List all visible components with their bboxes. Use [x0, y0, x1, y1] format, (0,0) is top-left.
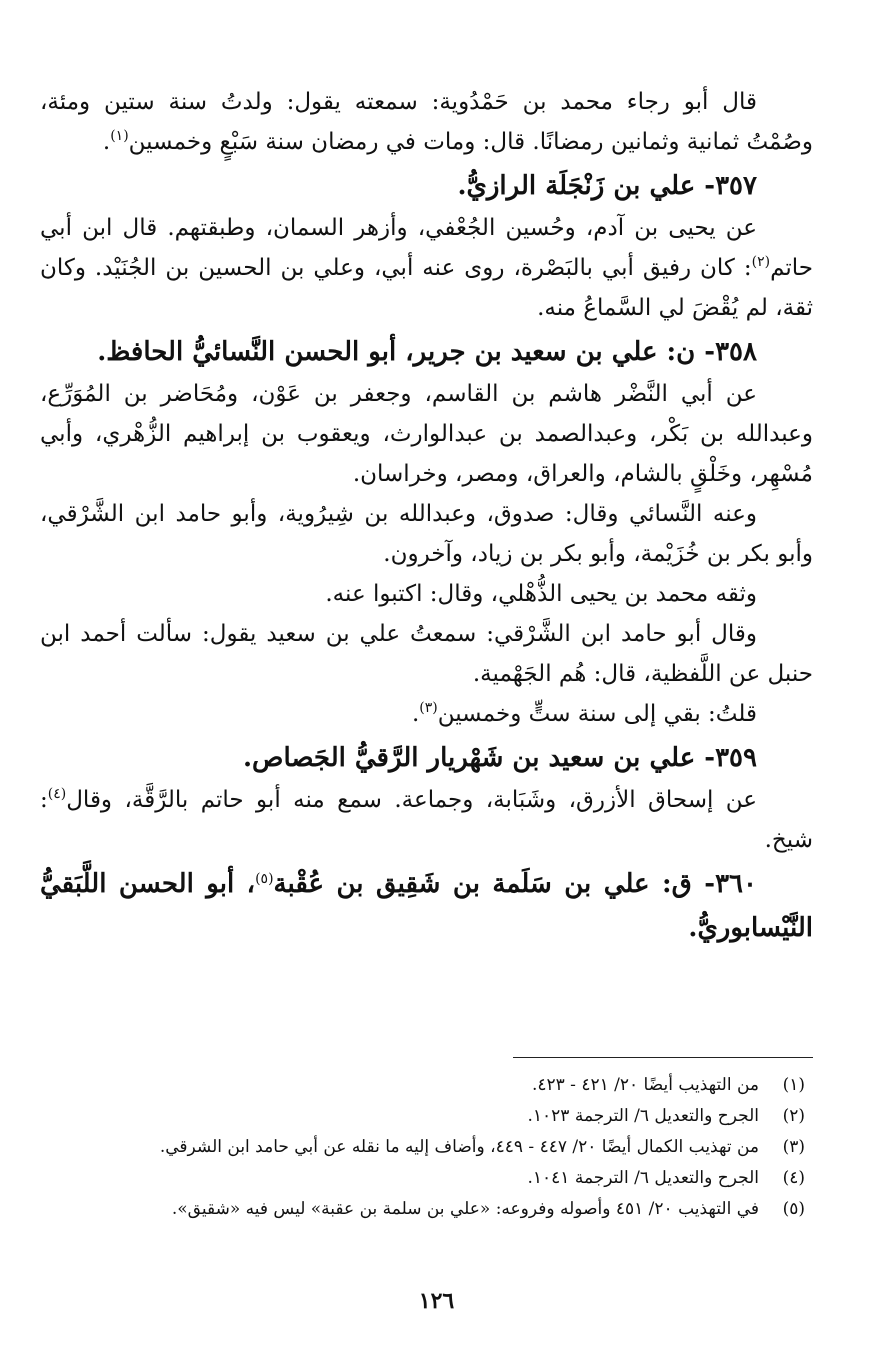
entry-358-paragraph-4: وقال أبو حامد ابن الشَّرْقي: سمعتُ علي بن سعيد يقول: سألت أحمد ابن حنبل عن اللَّفظية، قال: هُم الجَهْمية. [40, 621, 813, 687]
entry-357-title: ٣٥٧- علي بن زَنْجَلَة الرازيُّ. [457, 171, 757, 201]
footnote [40, 1070, 813, 1101]
footnote-ref-2: (٢) [751, 254, 771, 270]
entry-360-title-a: ٣٦٠- ق: علي بن سَلَمة بن شَقِيق بن عُقْبة [273, 869, 757, 899]
footnote-ref-3: (٣) [419, 700, 438, 716]
entry-357-paragraph [40, 208, 813, 328]
entry-359-paragraph [40, 780, 813, 860]
intro-paragraph: قال أبو رجاء محمد بن حَمْدُوية: سمعته يقول: ولدتُ سنة ستين ومئة، وصُمْتُ ثمانية وثمانين رمضانًا. قال: ومات في رمضان سنة سَبْعٍ وخمسين$^{(١)}$. [40, 89, 813, 155]
entry-358-paragraph-3: وثقه محمد بن يحيى الذُّهْلي، وقال: اكتبوا عنه. [325, 581, 757, 607]
entry-359-text-a: عن إسحاق الأزرق، وشَبَابة، وجماعة. سمع منه أبو حاتم بالرَّقَّة، وقال [66, 787, 757, 813]
entry-360-title-b: ، أبو الحسن اللَّبَقيُّ النَّيْسابوريُّ. [40, 869, 813, 943]
entry-359-title: ٣٥٩- علي بن سعيد بن شَهْريار الرَّقيُّ الجَصاص. [242, 743, 757, 773]
footnote-text: الجرح والتعديل ٦/ الترجمة ١٠٢٣. [527, 1106, 759, 1126]
footnote-text: في التهذيب ٢٠/ ٤٥١ وأصوله وفروعه: «علي بن سلمة بن عقبة» ليس فيه «شقيق». [171, 1199, 759, 1219]
entry-357-text-b: : كان رفيق أبي بالبَصْرة، روى عنه أبي، وعلي بن الحسين بن الجُنَيْد. وكان ثقة، لم يُقْضَ لي السَّماعُ منه. [40, 255, 813, 321]
footnotes [40, 1070, 813, 1225]
footnote-text: من التهذيب أيضًا ٢٠/ ٤٢١ - ٤٢٣. [531, 1075, 759, 1095]
entry-358-title: ٣٥٨- ن: علي بن سعيد بن جرير، أبو الحسن النَّسائيُّ الحافظ. [97, 337, 757, 367]
entry-358-paragraph-5: قلتُ: بقي إلى سنة ستٍّ وخمسين$^{(٣)}$. [411, 700, 757, 727]
footnote-number: (١) [782, 1075, 805, 1095]
footnote-number: (٥) [782, 1199, 805, 1219]
footnote-number: (٣) [782, 1137, 805, 1157]
footnote-text: الجرح والتعديل ٦/ الترجمة ١٠٤١. [527, 1168, 759, 1188]
entry-358-paragraph-1: عن أبي النَّضْر هاشم بن القاسم، وجعفر بن عَوْن، ومُحَاضر بن المُوَرِّع، وعبدالله بن بَكْر، وعبدالصمد بن عبدالوارث، ويعقوب بن إبراهيم الزُّهْري، وأبي مُسْهِر، وخَلْقٍ بالشام، والعراق، ومصر، وخراسان. [40, 381, 813, 487]
footnote [40, 1101, 813, 1132]
entry-357-text-a: عن يحيى بن آدم، وحُسين الجُعْفي، وأزهر السمان، وطبقتهم. قال ابن أبي حاتم [40, 215, 814, 281]
footnote-text: من تهذيب الكمال أيضًا ٢٠/ ٤٤٧ - ٤٤٩، وأضاف إليه ما نقله عن أبي حامد ابن الشرقي. [159, 1137, 759, 1157]
entry-359-text-b: : شيخ. [40, 787, 813, 853]
footnote [40, 1163, 813, 1194]
intro-text: قال أبو رجاء محمد بن حَمْدُوية: سمعته يقول: ولدتُ سنة ستين ومئة، وصُمْتُ ثمانية وثمانين رمضانًا. قال: ومات في رمضان سنة سَبْعٍ وخمسين [40, 89, 813, 155]
page-number: ١٢٦ [418, 1288, 455, 1314]
footnote [40, 1132, 813, 1163]
footnote-ref-4: (٤) [47, 786, 67, 802]
footnote-number: (٢) [782, 1106, 805, 1126]
entry-358-paragraph-2: وعنه النَّسائي وقال: صدوق، وعبدالله بن شِيرُوية، وأبو حامد ابن الشَّرْقي، وأبو بكر بن خُزَيْمة، وأبو بكر بن زياد، وآخرون. [40, 501, 813, 567]
footnote [40, 1194, 813, 1225]
footnote-number: (٤) [782, 1168, 805, 1188]
entry-358-text-5: قلتُ: بقي إلى سنة ستٍّ وخمسين [437, 701, 757, 727]
main-text [40, 82, 813, 950]
footnote-divider [513, 1057, 813, 1058]
footnote-ref-5: (٥) [255, 871, 274, 887]
entry-360-title [40, 862, 813, 950]
footnote-ref-1: (١) [110, 128, 129, 144]
